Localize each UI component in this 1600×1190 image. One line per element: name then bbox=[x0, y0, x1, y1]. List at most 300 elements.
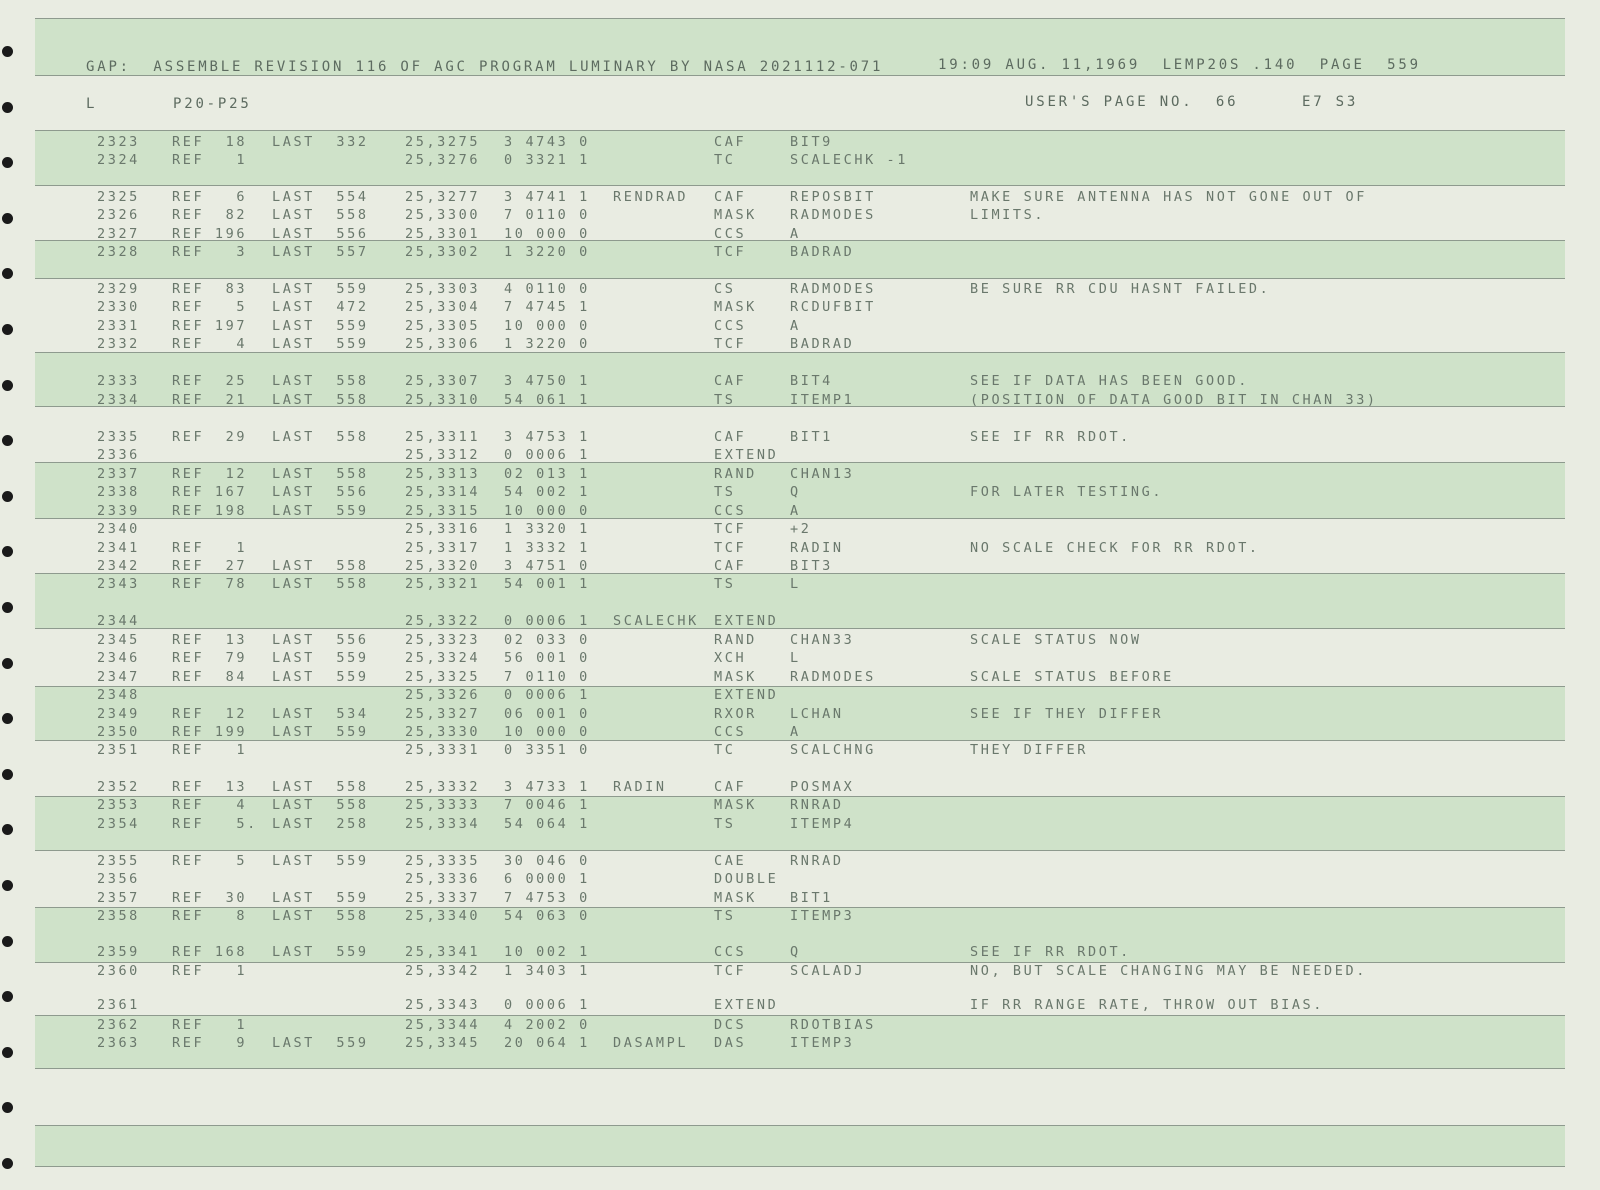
address: 25,3314 bbox=[405, 484, 481, 500]
feed-hole bbox=[2, 380, 13, 391]
label: DASAMPL bbox=[613, 1035, 689, 1051]
feed-hole bbox=[2, 1158, 13, 1169]
address: 25,3343 bbox=[405, 997, 481, 1013]
address: 25,3311 bbox=[405, 429, 481, 445]
address: 25,3341 bbox=[405, 944, 481, 960]
opcode: EXTEND bbox=[714, 997, 779, 1013]
opcode: EXTEND bbox=[714, 687, 779, 703]
line-number: 2358 bbox=[97, 908, 140, 924]
ref-count: REF 29 bbox=[172, 429, 248, 445]
octal-code: 3 4751 0 bbox=[504, 558, 590, 574]
feed-hole bbox=[2, 157, 13, 168]
address: 25,3331 bbox=[405, 742, 481, 758]
ref-count: REF 1 bbox=[172, 540, 248, 556]
last-ref: LAST 559 bbox=[272, 890, 369, 906]
band-rule bbox=[35, 1166, 1565, 1167]
operand: RNRAD bbox=[790, 797, 844, 813]
last-ref: LAST 558 bbox=[272, 373, 369, 389]
address: 25,3334 bbox=[405, 816, 481, 832]
line-number: 2362 bbox=[97, 1017, 140, 1033]
octal-code: 7 0110 0 bbox=[504, 669, 590, 685]
line-number: 2345 bbox=[97, 632, 140, 648]
feed-hole bbox=[2, 1102, 13, 1113]
ref-count: REF 1 bbox=[172, 152, 248, 168]
band-rule bbox=[35, 850, 1565, 851]
operand: Q bbox=[790, 484, 801, 500]
ref-count: REF 1 bbox=[172, 1017, 248, 1033]
line-number: 2324 bbox=[97, 152, 140, 168]
operand: L bbox=[790, 576, 801, 592]
ref-count: REF 1 bbox=[172, 742, 248, 758]
address: 25,3307 bbox=[405, 373, 481, 389]
line-number: 2335 bbox=[97, 429, 140, 445]
line-number: 2331 bbox=[97, 318, 140, 334]
octal-code: 54 002 1 bbox=[504, 484, 590, 500]
opcode: MASK bbox=[714, 669, 757, 685]
ref-count: REF 8 bbox=[172, 908, 248, 924]
opcode: DCS bbox=[714, 1017, 747, 1033]
line-number: 2357 bbox=[97, 890, 140, 906]
address: 25,3333 bbox=[405, 797, 481, 813]
operand: RADMODES bbox=[790, 207, 876, 223]
label: RADIN bbox=[613, 779, 667, 795]
line-number: 2350 bbox=[97, 724, 140, 740]
line-number: 2347 bbox=[97, 669, 140, 685]
header-code: E7 S3 bbox=[1302, 94, 1359, 110]
opcode: CS bbox=[714, 281, 736, 297]
ref-count: REF 82 bbox=[172, 207, 248, 223]
last-ref: LAST 559 bbox=[272, 724, 369, 740]
line-number: 2342 bbox=[97, 558, 140, 574]
line-number: 2348 bbox=[97, 687, 140, 703]
last-ref: LAST 559 bbox=[272, 503, 369, 519]
octal-code: 56 001 0 bbox=[504, 650, 590, 666]
comment: SEE IF THEY DIFFER bbox=[970, 706, 1164, 722]
opcode: TS bbox=[714, 816, 736, 832]
octal-code: 7 0110 0 bbox=[504, 207, 590, 223]
ref-count: REF 199 bbox=[172, 724, 248, 740]
last-ref: LAST 556 bbox=[272, 226, 369, 242]
octal-code: 30 046 0 bbox=[504, 853, 590, 869]
ref-count: REF 168 bbox=[172, 944, 248, 960]
last-ref: LAST 556 bbox=[272, 632, 369, 648]
last-ref: LAST 554 bbox=[272, 189, 369, 205]
line-number: 2340 bbox=[97, 521, 140, 537]
operand: RADIN bbox=[790, 540, 844, 556]
label: RENDRAD bbox=[613, 189, 689, 205]
line-number: 2346 bbox=[97, 650, 140, 666]
last-ref: LAST 558 bbox=[272, 779, 369, 795]
ref-count: REF 83 bbox=[172, 281, 248, 297]
operand: SCALECHK -1 bbox=[790, 152, 909, 168]
band-rule bbox=[35, 18, 1565, 19]
opcode: CAF bbox=[714, 373, 747, 389]
octal-code: 1 3332 1 bbox=[504, 540, 590, 556]
octal-code: 54 061 1 bbox=[504, 392, 590, 408]
octal-code: 0 0006 1 bbox=[504, 997, 590, 1013]
operand: CHAN33 bbox=[790, 632, 855, 648]
opcode: TC bbox=[714, 742, 736, 758]
address: 25,3301 bbox=[405, 226, 481, 242]
ref-count: REF 18 bbox=[172, 134, 248, 150]
address: 25,3275 bbox=[405, 134, 481, 150]
opcode: TCF bbox=[714, 540, 747, 556]
address: 25,3336 bbox=[405, 871, 481, 887]
line-number: 2326 bbox=[97, 207, 140, 223]
feed-hole bbox=[2, 658, 13, 669]
line-number: 2330 bbox=[97, 299, 140, 315]
octal-code: 10 000 0 bbox=[504, 503, 590, 519]
address: 25,3342 bbox=[405, 963, 481, 979]
address: 25,3324 bbox=[405, 650, 481, 666]
ref-count: REF 5. bbox=[172, 816, 258, 832]
feed-hole bbox=[2, 213, 13, 224]
opcode: DOUBLE bbox=[714, 871, 779, 887]
band-rule bbox=[35, 185, 1565, 186]
ref-count: REF 4 bbox=[172, 797, 248, 813]
opcode: CCS bbox=[714, 724, 747, 740]
opcode: TC bbox=[714, 152, 736, 168]
last-ref: LAST 559 bbox=[272, 853, 369, 869]
address: 25,3320 bbox=[405, 558, 481, 574]
comment: NO SCALE CHECK FOR RR RDOT. bbox=[970, 540, 1260, 556]
address: 25,3317 bbox=[405, 540, 481, 556]
opcode: MASK bbox=[714, 299, 757, 315]
last-ref: LAST 559 bbox=[272, 650, 369, 666]
last-ref: LAST 559 bbox=[272, 281, 369, 297]
address: 25,3332 bbox=[405, 779, 481, 795]
line-number: 2343 bbox=[97, 576, 140, 592]
address: 25,3321 bbox=[405, 576, 481, 592]
opcode: RAND bbox=[714, 466, 757, 482]
opcode: CCS bbox=[714, 318, 747, 334]
line-number: 2360 bbox=[97, 963, 140, 979]
operand: BADRAD bbox=[790, 244, 855, 260]
operand: BIT9 bbox=[790, 134, 833, 150]
opcode: TS bbox=[714, 908, 736, 924]
line-number: 2339 bbox=[97, 503, 140, 519]
last-ref: LAST 557 bbox=[272, 244, 369, 260]
operand: RNRAD bbox=[790, 853, 844, 869]
address: 25,3344 bbox=[405, 1017, 481, 1033]
ref-count: REF 5 bbox=[172, 299, 248, 315]
octal-code: 3 4743 0 bbox=[504, 134, 590, 150]
ref-count: REF 12 bbox=[172, 466, 248, 482]
ref-count: REF 84 bbox=[172, 669, 248, 685]
label: SCALECHK bbox=[613, 613, 699, 629]
ref-count: REF 12 bbox=[172, 706, 248, 722]
octal-code: 4 2002 0 bbox=[504, 1017, 590, 1033]
opcode: DAS bbox=[714, 1035, 747, 1051]
ref-count: REF 6 bbox=[172, 189, 248, 205]
address: 25,3345 bbox=[405, 1035, 481, 1051]
address: 25,3340 bbox=[405, 908, 481, 924]
feed-hole bbox=[2, 324, 13, 335]
band-rule bbox=[35, 278, 1565, 279]
last-ref: LAST 558 bbox=[272, 429, 369, 445]
octal-code: 3 4750 1 bbox=[504, 373, 590, 389]
octal-code: 4 0110 0 bbox=[504, 281, 590, 297]
address: 25,3302 bbox=[405, 244, 481, 260]
octal-code: 02 013 1 bbox=[504, 466, 590, 482]
operand: A bbox=[790, 318, 801, 334]
opcode: TS bbox=[714, 576, 736, 592]
line-number: 2336 bbox=[97, 447, 140, 463]
octal-code: 10 002 1 bbox=[504, 944, 590, 960]
octal-code: 3 4733 1 bbox=[504, 779, 590, 795]
ref-count: REF 27 bbox=[172, 558, 248, 574]
header-l-marker: L bbox=[86, 96, 98, 112]
line-number: 2352 bbox=[97, 779, 140, 795]
operand: ITEMP1 bbox=[790, 392, 855, 408]
band-rule bbox=[35, 1015, 1565, 1016]
last-ref: LAST 558 bbox=[272, 797, 369, 813]
band-rule bbox=[35, 75, 1565, 76]
opcode: CAF bbox=[714, 189, 747, 205]
feed-hole bbox=[2, 824, 13, 835]
octal-code: 20 064 1 bbox=[504, 1035, 590, 1051]
octal-code: 54 063 0 bbox=[504, 908, 590, 924]
ref-count: REF 79 bbox=[172, 650, 248, 666]
line-number: 2361 bbox=[97, 997, 140, 1013]
comment: FOR LATER TESTING. bbox=[970, 484, 1164, 500]
address: 25,3305 bbox=[405, 318, 481, 334]
line-number: 2334 bbox=[97, 392, 140, 408]
operand: CHAN13 bbox=[790, 466, 855, 482]
last-ref: LAST 558 bbox=[272, 908, 369, 924]
opcode: CAF bbox=[714, 558, 747, 574]
last-ref: LAST 472 bbox=[272, 299, 369, 315]
ref-count: REF 167 bbox=[172, 484, 248, 500]
opcode: CAF bbox=[714, 429, 747, 445]
header-title: GAP: ASSEMBLE REVISION 116 OF AGC PROGRAM LUMINARY BY NASA 2021112-071 bbox=[86, 59, 884, 75]
octal-code: 10 000 0 bbox=[504, 724, 590, 740]
address: 25,3310 bbox=[405, 392, 481, 408]
comment: NO, BUT SCALE CHANGING MAY BE NEEDED. bbox=[970, 963, 1367, 979]
operand: SCALADJ bbox=[790, 963, 866, 979]
address: 25,3325 bbox=[405, 669, 481, 685]
opcode: MASK bbox=[714, 797, 757, 813]
address: 25,3326 bbox=[405, 687, 481, 703]
feed-hole bbox=[2, 46, 13, 57]
operand: RADMODES bbox=[790, 669, 876, 685]
address: 25,3335 bbox=[405, 853, 481, 869]
address: 25,3313 bbox=[405, 466, 481, 482]
address: 25,3300 bbox=[405, 207, 481, 223]
address: 25,3306 bbox=[405, 336, 481, 352]
operand: +2 bbox=[790, 521, 812, 537]
last-ref: LAST 558 bbox=[272, 466, 369, 482]
feed-hole bbox=[2, 769, 13, 780]
octal-code: 54 001 1 bbox=[504, 576, 590, 592]
last-ref: LAST 534 bbox=[272, 706, 369, 722]
address: 25,3327 bbox=[405, 706, 481, 722]
last-ref: LAST 258 bbox=[272, 816, 369, 832]
greenbar-band bbox=[35, 1125, 1565, 1166]
opcode: TS bbox=[714, 392, 736, 408]
line-number: 2359 bbox=[97, 944, 140, 960]
line-number: 2329 bbox=[97, 281, 140, 297]
ref-count: REF 1 bbox=[172, 963, 248, 979]
opcode: CCS bbox=[714, 503, 747, 519]
comment: BE SURE RR CDU HASNT FAILED. bbox=[970, 281, 1271, 297]
opcode: CAE bbox=[714, 853, 747, 869]
comment: SCALE STATUS BEFORE bbox=[970, 669, 1174, 685]
feed-hole bbox=[2, 102, 13, 113]
octal-code: 7 4745 1 bbox=[504, 299, 590, 315]
operand: ITEMP3 bbox=[790, 908, 855, 924]
ref-count: REF 196 bbox=[172, 226, 248, 242]
opcode: CCS bbox=[714, 944, 747, 960]
band-rule bbox=[35, 462, 1565, 463]
octal-code: 10 000 0 bbox=[504, 226, 590, 242]
opcode: RXOR bbox=[714, 706, 757, 722]
ref-count: REF 30 bbox=[172, 890, 248, 906]
octal-code: 3 4753 1 bbox=[504, 429, 590, 445]
comment: (POSITION OF DATA GOOD BIT IN CHAN 33) bbox=[970, 392, 1378, 408]
operand: A bbox=[790, 226, 801, 242]
operand: ITEMP4 bbox=[790, 816, 855, 832]
address: 25,3315 bbox=[405, 503, 481, 519]
opcode: TCF bbox=[714, 336, 747, 352]
opcode: TCF bbox=[714, 963, 747, 979]
octal-code: 7 4753 0 bbox=[504, 890, 590, 906]
opcode: CAF bbox=[714, 134, 747, 150]
last-ref: LAST 559 bbox=[272, 669, 369, 685]
operand: ITEMP3 bbox=[790, 1035, 855, 1051]
ref-count: REF 3 bbox=[172, 244, 248, 260]
line-number: 2354 bbox=[97, 816, 140, 832]
header-timestamp: 19:09 AUG. 11,1969 LEMP20S .140 PAGE 559 bbox=[938, 57, 1421, 73]
band-rule bbox=[35, 352, 1565, 353]
ref-count: REF 13 bbox=[172, 779, 248, 795]
octal-code: 7 0046 1 bbox=[504, 797, 590, 813]
feed-hole bbox=[2, 1047, 13, 1058]
ref-count: REF 21 bbox=[172, 392, 248, 408]
opcode: EXTEND bbox=[714, 447, 779, 463]
opcode: RAND bbox=[714, 632, 757, 648]
last-ref: LAST 556 bbox=[272, 484, 369, 500]
band-rule bbox=[35, 130, 1565, 131]
header-user-page: USER'S PAGE NO. 66 bbox=[1025, 94, 1239, 110]
line-number: 2353 bbox=[97, 797, 140, 813]
comment: IF RR RANGE RATE, THROW OUT BIAS. bbox=[970, 997, 1325, 1013]
octal-code: 0 0006 1 bbox=[504, 613, 590, 629]
band-rule bbox=[35, 740, 1565, 741]
opcode: CAF bbox=[714, 779, 747, 795]
operand: L bbox=[790, 650, 801, 666]
octal-code: 06 001 0 bbox=[504, 706, 590, 722]
last-ref: LAST 558 bbox=[272, 576, 369, 592]
octal-code: 1 3220 0 bbox=[504, 336, 590, 352]
feed-hole bbox=[2, 268, 13, 279]
address: 25,3312 bbox=[405, 447, 481, 463]
header-section: P20-P25 bbox=[173, 96, 252, 112]
opcode: CCS bbox=[714, 226, 747, 242]
last-ref: LAST 558 bbox=[272, 558, 369, 574]
opcode: TCF bbox=[714, 521, 747, 537]
address: 25,3304 bbox=[405, 299, 481, 315]
line-number: 2332 bbox=[97, 336, 140, 352]
ref-count: REF 25 bbox=[172, 373, 248, 389]
ref-count: REF 9 bbox=[172, 1035, 248, 1051]
address: 25,3330 bbox=[405, 724, 481, 740]
octal-code: 02 033 0 bbox=[504, 632, 590, 648]
octal-code: 0 3321 1 bbox=[504, 152, 590, 168]
opcode: MASK bbox=[714, 890, 757, 906]
operand: A bbox=[790, 724, 801, 740]
comment: SCALE STATUS NOW bbox=[970, 632, 1142, 648]
last-ref: LAST 558 bbox=[272, 392, 369, 408]
comment: SEE IF RR RDOT. bbox=[970, 429, 1131, 445]
operand: SCALCHNG bbox=[790, 742, 876, 758]
last-ref: LAST 559 bbox=[272, 1035, 369, 1051]
line-number: 2363 bbox=[97, 1035, 140, 1051]
feed-hole bbox=[2, 713, 13, 724]
feed-hole bbox=[2, 491, 13, 502]
line-number: 2351 bbox=[97, 742, 140, 758]
operand: BIT4 bbox=[790, 373, 833, 389]
operand: POSMAX bbox=[790, 779, 855, 795]
opcode: EXTEND bbox=[714, 613, 779, 629]
ref-count: REF 4 bbox=[172, 336, 248, 352]
band-rule bbox=[35, 686, 1565, 687]
ref-count: REF 197 bbox=[172, 318, 248, 334]
line-number: 2327 bbox=[97, 226, 140, 242]
operand: REPOSBIT bbox=[790, 189, 876, 205]
band-rule bbox=[35, 1068, 1565, 1069]
ref-count: REF 198 bbox=[172, 503, 248, 519]
operand: RDOTBIAS bbox=[790, 1017, 876, 1033]
opcode: TS bbox=[714, 484, 736, 500]
operand: RCDUFBIT bbox=[790, 299, 876, 315]
operand: BADRAD bbox=[790, 336, 855, 352]
octal-code: 3 4741 1 bbox=[504, 189, 590, 205]
operand: BIT1 bbox=[790, 429, 833, 445]
feed-hole bbox=[2, 936, 13, 947]
octal-code: 0 3351 0 bbox=[504, 742, 590, 758]
opcode: TCF bbox=[714, 244, 747, 260]
feed-hole bbox=[2, 991, 13, 1002]
line-number: 2328 bbox=[97, 244, 140, 260]
line-number: 2356 bbox=[97, 871, 140, 887]
address: 25,3323 bbox=[405, 632, 481, 648]
comment: THEY DIFFER bbox=[970, 742, 1089, 758]
comment: SEE IF RR RDOT. bbox=[970, 944, 1131, 960]
band-rule bbox=[35, 1125, 1565, 1126]
opcode: XCH bbox=[714, 650, 747, 666]
octal-code: 1 3220 0 bbox=[504, 244, 590, 260]
ref-count: REF 78 bbox=[172, 576, 248, 592]
address: 25,3316 bbox=[405, 521, 481, 537]
address: 25,3303 bbox=[405, 281, 481, 297]
line-number: 2337 bbox=[97, 466, 140, 482]
octal-code: 54 064 1 bbox=[504, 816, 590, 832]
operand: LCHAN bbox=[790, 706, 844, 722]
last-ref: LAST 559 bbox=[272, 336, 369, 352]
operand: A bbox=[790, 503, 801, 519]
line-number: 2338 bbox=[97, 484, 140, 500]
line-number: 2325 bbox=[97, 189, 140, 205]
line-number: 2355 bbox=[97, 853, 140, 869]
last-ref: LAST 558 bbox=[272, 207, 369, 223]
feed-hole bbox=[2, 435, 13, 446]
operand: RADMODES bbox=[790, 281, 876, 297]
octal-code: 10 000 0 bbox=[504, 318, 590, 334]
band-rule bbox=[35, 628, 1565, 629]
line-number: 2349 bbox=[97, 706, 140, 722]
operand: BIT3 bbox=[790, 558, 833, 574]
